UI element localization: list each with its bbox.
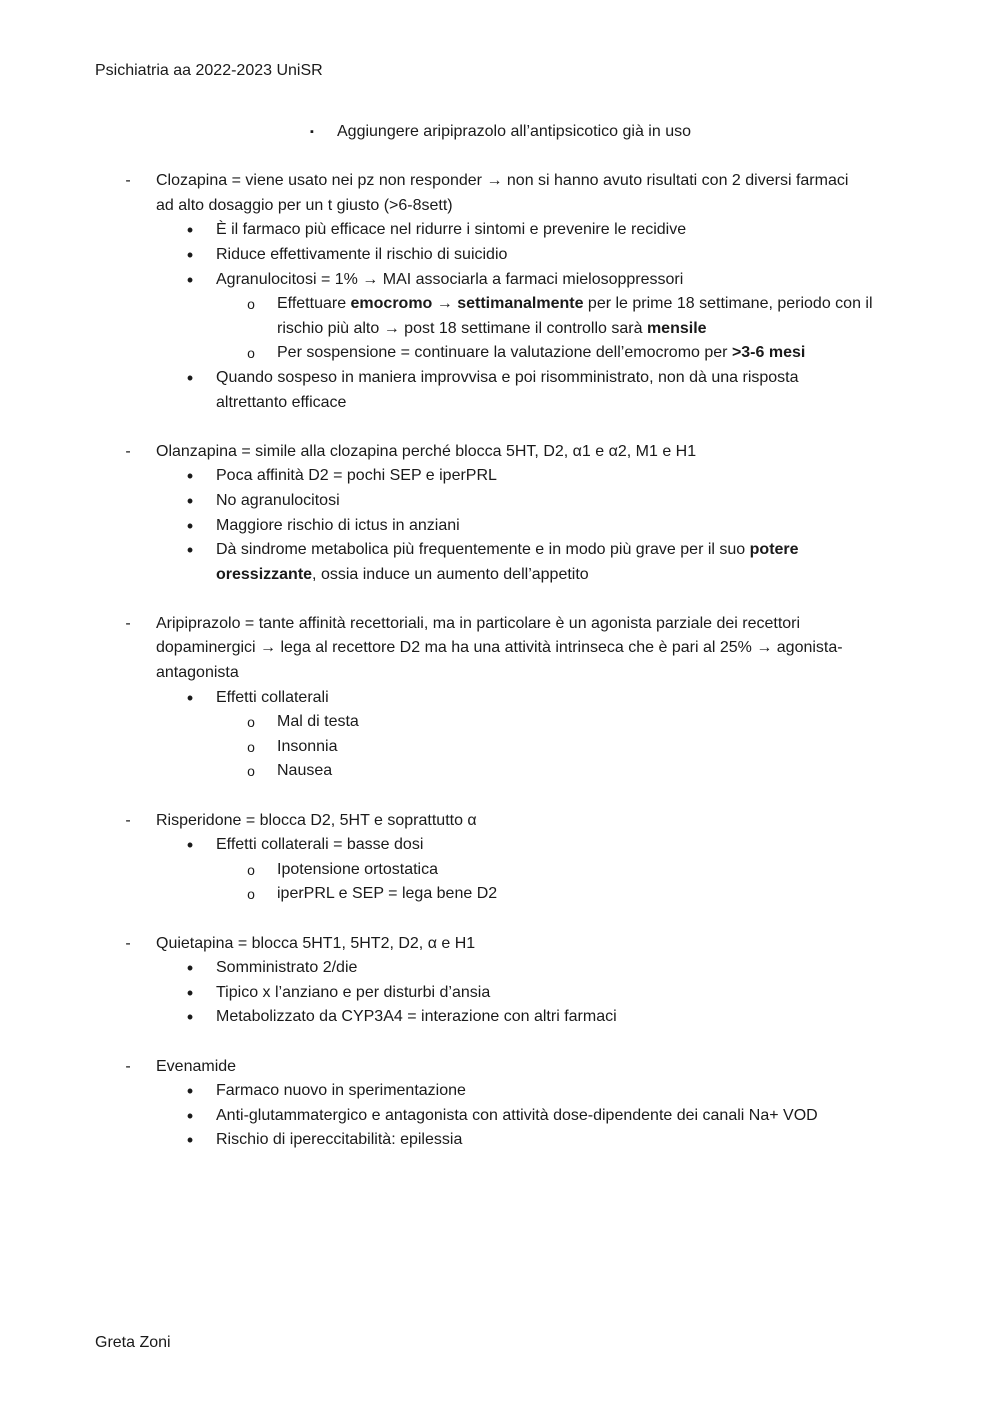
bullet-icon: • xyxy=(186,958,194,979)
bullet-icon: • xyxy=(186,515,194,536)
list-item: • Rischio di ipereccitabilità: epilessia xyxy=(0,1128,1000,1153)
list-item: • Maggiore rischio di ictus in anziani xyxy=(0,514,1000,539)
dash-icon: - xyxy=(125,442,131,460)
dash-icon: - xyxy=(125,1057,131,1075)
circle-bullet-icon: o xyxy=(247,861,255,878)
dash-icon: - xyxy=(125,614,131,632)
list-item: ▪ Aggiungere aripiprazolo all’antipsicotico già in uso xyxy=(0,120,1000,145)
document-body xyxy=(0,120,1000,1153)
list-item: o Ipotensione ortostatica xyxy=(0,858,1000,883)
list-item: • Effetti collaterali xyxy=(0,686,1000,711)
list-item: • Metabolizzato da CYP3A4 = interazione con altri farmaci xyxy=(0,1005,1000,1030)
bullet-icon: • xyxy=(186,269,194,290)
dash-icon: - xyxy=(125,934,131,952)
bullet-icon: • xyxy=(186,1081,194,1102)
list-item: o Mal di testa xyxy=(0,710,1000,735)
bullet-icon: • xyxy=(186,1130,194,1151)
list-item: • Tipico x l’anziano e per disturbi d’ansia xyxy=(0,981,1000,1006)
section-risperidone: - Risperidone = blocca D2, 5HT e soprattutto α xyxy=(0,809,1000,834)
list-item: • Poca affinità D2 = pochi SEP e iperPRL xyxy=(0,464,1000,489)
list-item: • Anti-glutammatergico e antagonista con attività dose-dipendente dei canali Na+ VOD xyxy=(0,1104,1000,1129)
bullet-icon: • xyxy=(186,466,194,487)
list-item: o iperPRL e SEP = lega bene D2 xyxy=(0,882,1000,907)
list-item: o Per sospensione = continuare la valutazione dell’emocromo per >3-6 mesi xyxy=(0,341,1000,366)
circle-bullet-icon: o xyxy=(247,296,255,313)
section-aripiprazolo-cont: antagonista xyxy=(156,664,239,682)
bullet-icon: • xyxy=(186,367,194,388)
list-item-cont: rischio più alto → post 18 settimane il controllo sarà mensile xyxy=(277,319,707,337)
section-clozapina: - Clozapina = viene usato nei pz non responder → non si hanno avuto risultati con 2 diversi farmaci xyxy=(0,169,1000,194)
list-item: • Riduce effettivamente il rischio di suicidio xyxy=(0,243,1000,268)
list-item: • Dà sindrome metabolica più frequentemente e in modo più grave per il suo potere xyxy=(0,538,1000,563)
bullet-icon: • xyxy=(186,835,194,856)
bullet-icon: • xyxy=(186,540,194,561)
list-item: • Farmaco nuovo in sperimentazione xyxy=(0,1079,1000,1104)
circle-bullet-icon: o xyxy=(247,345,255,362)
dash-icon: - xyxy=(125,172,131,190)
list-item: • Somministrato 2/die xyxy=(0,956,1000,981)
section-quietapina: - Quietapina = blocca 5HT1, 5HT2, D2, α e H1 xyxy=(0,932,1000,957)
bullet-icon: • xyxy=(186,1105,194,1126)
dash-icon: - xyxy=(125,811,131,829)
page-footer: Greta Zoni xyxy=(95,1334,171,1351)
list-item: • Agranulocitosi = 1% → MAI associarla a farmaci mielosoppressori xyxy=(0,268,1000,293)
circle-bullet-icon: o xyxy=(247,763,255,780)
section-evenamide: - Evenamide xyxy=(0,1055,1000,1080)
list-item-cont: altrettanto efficace xyxy=(216,393,347,411)
circle-bullet-icon: o xyxy=(247,738,255,755)
list-item: • No agranulocitosi xyxy=(0,489,1000,514)
bullet-icon: • xyxy=(186,982,194,1003)
list-item: • È il farmaco più efficace nel ridurre i sintomi e prevenire le recidive xyxy=(0,218,1000,243)
list-item: • Quando sospeso in maniera improvvisa e poi risomministrato, non dà una risposta xyxy=(0,366,1000,391)
bullet-icon: • xyxy=(186,220,194,241)
square-bullet-icon: ▪ xyxy=(310,126,314,138)
page-header: Psichiatria aa 2022-2023 UniSR xyxy=(95,62,323,79)
bullet-icon: • xyxy=(186,244,194,265)
section-olanzapina: - Olanzapina = simile alla clozapina perché blocca 5HT, D2, α1 e α2, M1 e H1 xyxy=(0,440,1000,465)
list-item: o Insonnia xyxy=(0,735,1000,760)
bullet-icon: • xyxy=(186,1007,194,1028)
section-clozapina-cont: ad alto dosaggio per un t giusto (>6-8sett) xyxy=(156,196,453,214)
section-aripiprazolo-cont: dopaminergici → lega al recettore D2 ma ha una attività intrinseca che è pari al 25% → agonista- xyxy=(156,639,843,657)
list-item: • Effetti collaterali = basse dosi xyxy=(0,833,1000,858)
bullet-icon: • xyxy=(186,687,194,708)
list-item: o Nausea xyxy=(0,759,1000,784)
list-item-cont: oressizzante, ossia induce un aumento dell’appetito xyxy=(216,565,589,583)
list-item: o Effettuare emocromo → settimanalmente per le prime 18 settimane, periodo con il xyxy=(0,292,1000,317)
circle-bullet-icon: o xyxy=(247,714,255,731)
bullet-icon: • xyxy=(186,490,194,511)
section-aripiprazolo: - Aripiprazolo = tante affinità recettoriali, ma in particolare è un agonista parziale dei recettori xyxy=(0,612,1000,637)
circle-bullet-icon: o xyxy=(247,886,255,903)
